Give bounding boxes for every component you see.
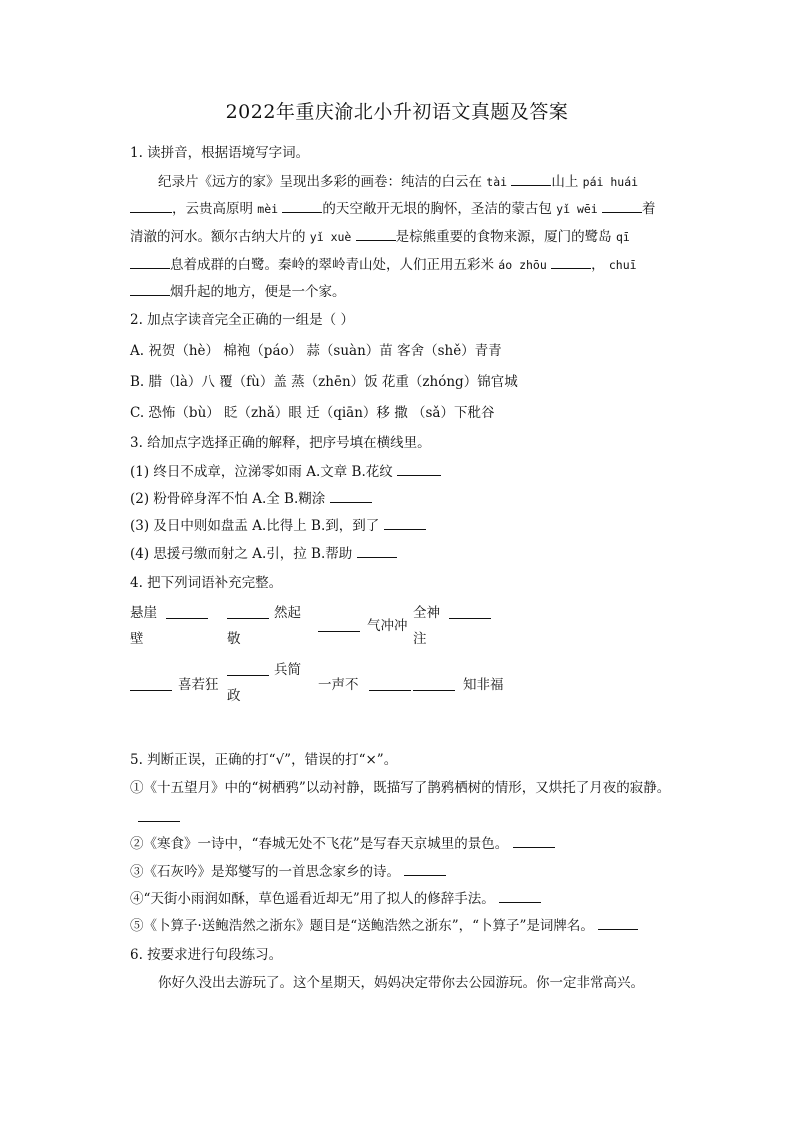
answer-blank[interactable]	[499, 888, 541, 903]
q2-option-b: B. 腊（là）八 覆（fù）盖 蒸（zhēn）饭 花重（zhóng）锦官城	[130, 374, 518, 390]
q3-item-2: (2) 粉骨碎身浑不怕 A.全 B.糊涂	[130, 488, 372, 509]
q1-line-3: 清澈的河水。额尔古纳大片的 yǐ xuè 是棕熊重要的食物来源，厦门的鹭岛 qī	[130, 226, 630, 247]
pinyin-6: qī	[615, 230, 630, 244]
answer-blank[interactable]	[130, 198, 172, 213]
q3-item-3: (3) 及日中则如盘盂 A.比得上 B.到，到了	[130, 515, 426, 536]
answer-blank[interactable]	[369, 689, 411, 691]
q5-statement-1: ①《十五望月》中的“树栖鸦”以动衬静，既描写了鹊鸦栖树的情形，又烘托了月夜的寂静。	[130, 780, 671, 796]
answer-blank[interactable]	[449, 617, 491, 619]
pinyin-3: mèi	[257, 202, 279, 216]
q1-line-2: ，云贵高原明 mèi 的天空敞开无垠的胸怀，圣洁的蒙古包 yǐ wēi 着	[130, 198, 656, 219]
q5-statement-2: ②《寒食》一诗中，“春城无处不飞花”是写春天京城里的景色。	[130, 833, 555, 854]
q4-word-7: 一声不	[318, 677, 359, 693]
answer-blank[interactable]	[397, 461, 441, 476]
answer-blank[interactable]	[130, 689, 172, 691]
answer-blank[interactable]	[602, 198, 642, 213]
answer-blank[interactable]	[356, 226, 396, 241]
q4-heading: 4. 把下列词语补充完整。	[130, 575, 283, 591]
answer-blank[interactable]	[404, 861, 446, 876]
answer-blank[interactable]	[130, 281, 170, 296]
q4-word-6a: 兵简	[274, 662, 301, 678]
q1-heading: 1. 读拼音，根据语境写字词。	[130, 145, 310, 161]
q4-word-4a: 全神	[413, 605, 440, 621]
pinyin-7: áo zhōu	[498, 258, 547, 272]
pinyin-4: yǐ wēi	[556, 202, 598, 216]
q4-word-8: 知非福	[463, 677, 504, 693]
pinyin-8: chuī	[608, 258, 637, 272]
q2-heading: 2. 加点字读音完全正确的一组是（ ）	[130, 312, 354, 328]
q6-passage: 你好久没出去游玩了。这个星期天，妈妈决定带你去公园游玩。你一定非常高兴。	[158, 975, 644, 991]
q2-option-a: A. 祝贺（hè） 棉袍（páo） 蒜（suàn）苗 客舍（shě）青青	[130, 343, 502, 359]
q4-word-2a: 然起	[274, 605, 301, 621]
pinyin-2: pái huái	[582, 175, 639, 189]
answer-blank[interactable]	[282, 198, 322, 213]
q4-word-1b: 壁	[130, 631, 144, 647]
answer-blank[interactable]	[227, 674, 269, 676]
page-title: 2022年重庆渝北小升初语文真题及答案	[225, 101, 569, 123]
answer-blank[interactable]	[384, 515, 426, 530]
q1-line-4: 息着成群的白鹭。秦岭的翠岭青山处，人们正用五彩米 áo zhōu ， chuī	[130, 254, 637, 275]
answer-blank[interactable]	[513, 833, 555, 848]
q4-word-1a: 悬崖	[130, 605, 157, 621]
q5-statement-5: ⑤《卜算子·送鲍浩然之浙东》题目是“送鲍浩然之浙东”，“卜算子”是词牌名。	[130, 915, 638, 936]
q4-word-6b: 政	[227, 688, 241, 704]
q6-heading: 6. 按要求进行句段练习。	[130, 947, 283, 963]
q5-statement-4: ④“天街小雨润如酥，草色遥看近却无”用了拟人的修辞手法。	[130, 888, 541, 909]
answer-blank[interactable]	[511, 171, 551, 186]
q5-heading: 5. 判断正误，正确的打“√”，错误的打“×”。	[130, 752, 398, 768]
q4-word-5: 喜若狂	[178, 677, 219, 693]
pinyin-5: yǐ xuè	[309, 230, 352, 244]
answer-blank[interactable]	[357, 543, 397, 558]
answer-blank[interactable]	[598, 915, 638, 930]
answer-blank[interactable]	[330, 488, 372, 503]
answer-blank[interactable]	[318, 630, 360, 632]
q4-word-2b: 敬	[227, 631, 241, 647]
q3-heading: 3. 给加点字选择正确的解释，把序号填在横线里。	[130, 435, 431, 451]
answer-blank[interactable]	[413, 689, 455, 691]
q1-line-5: 烟升起的地方，便是一个家。	[130, 281, 346, 302]
q4-word-4b: 注	[413, 631, 427, 647]
answer-blank[interactable]	[166, 617, 208, 619]
answer-blank[interactable]	[130, 254, 170, 269]
q4-word-3: 气冲冲	[367, 618, 408, 634]
q3-item-4: (4) 思援弓缴而射之 A.引，拉 B.帮助	[130, 543, 397, 564]
answer-blank[interactable]	[551, 254, 591, 269]
answer-blank[interactable]	[138, 820, 180, 822]
q3-item-1: (1) 终日不成章，泣涕零如雨 A.文章 B.花纹	[130, 461, 441, 482]
answer-blank[interactable]	[227, 617, 269, 619]
q5-statement-3: ③《石灰吟》是郑燮写的一首思念家乡的诗。	[130, 861, 446, 882]
pinyin-1: tài	[486, 175, 508, 189]
q2-option-c: C. 恐怖（bù） 眨（zhǎ）眼 迁（qiān）移 撒 （sǎ）下秕谷	[130, 405, 495, 421]
q1-line-1: 纪录片《远方的家》呈现出多彩的画卷：纯洁的白云在 tài 山上 pái huái	[158, 171, 638, 192]
